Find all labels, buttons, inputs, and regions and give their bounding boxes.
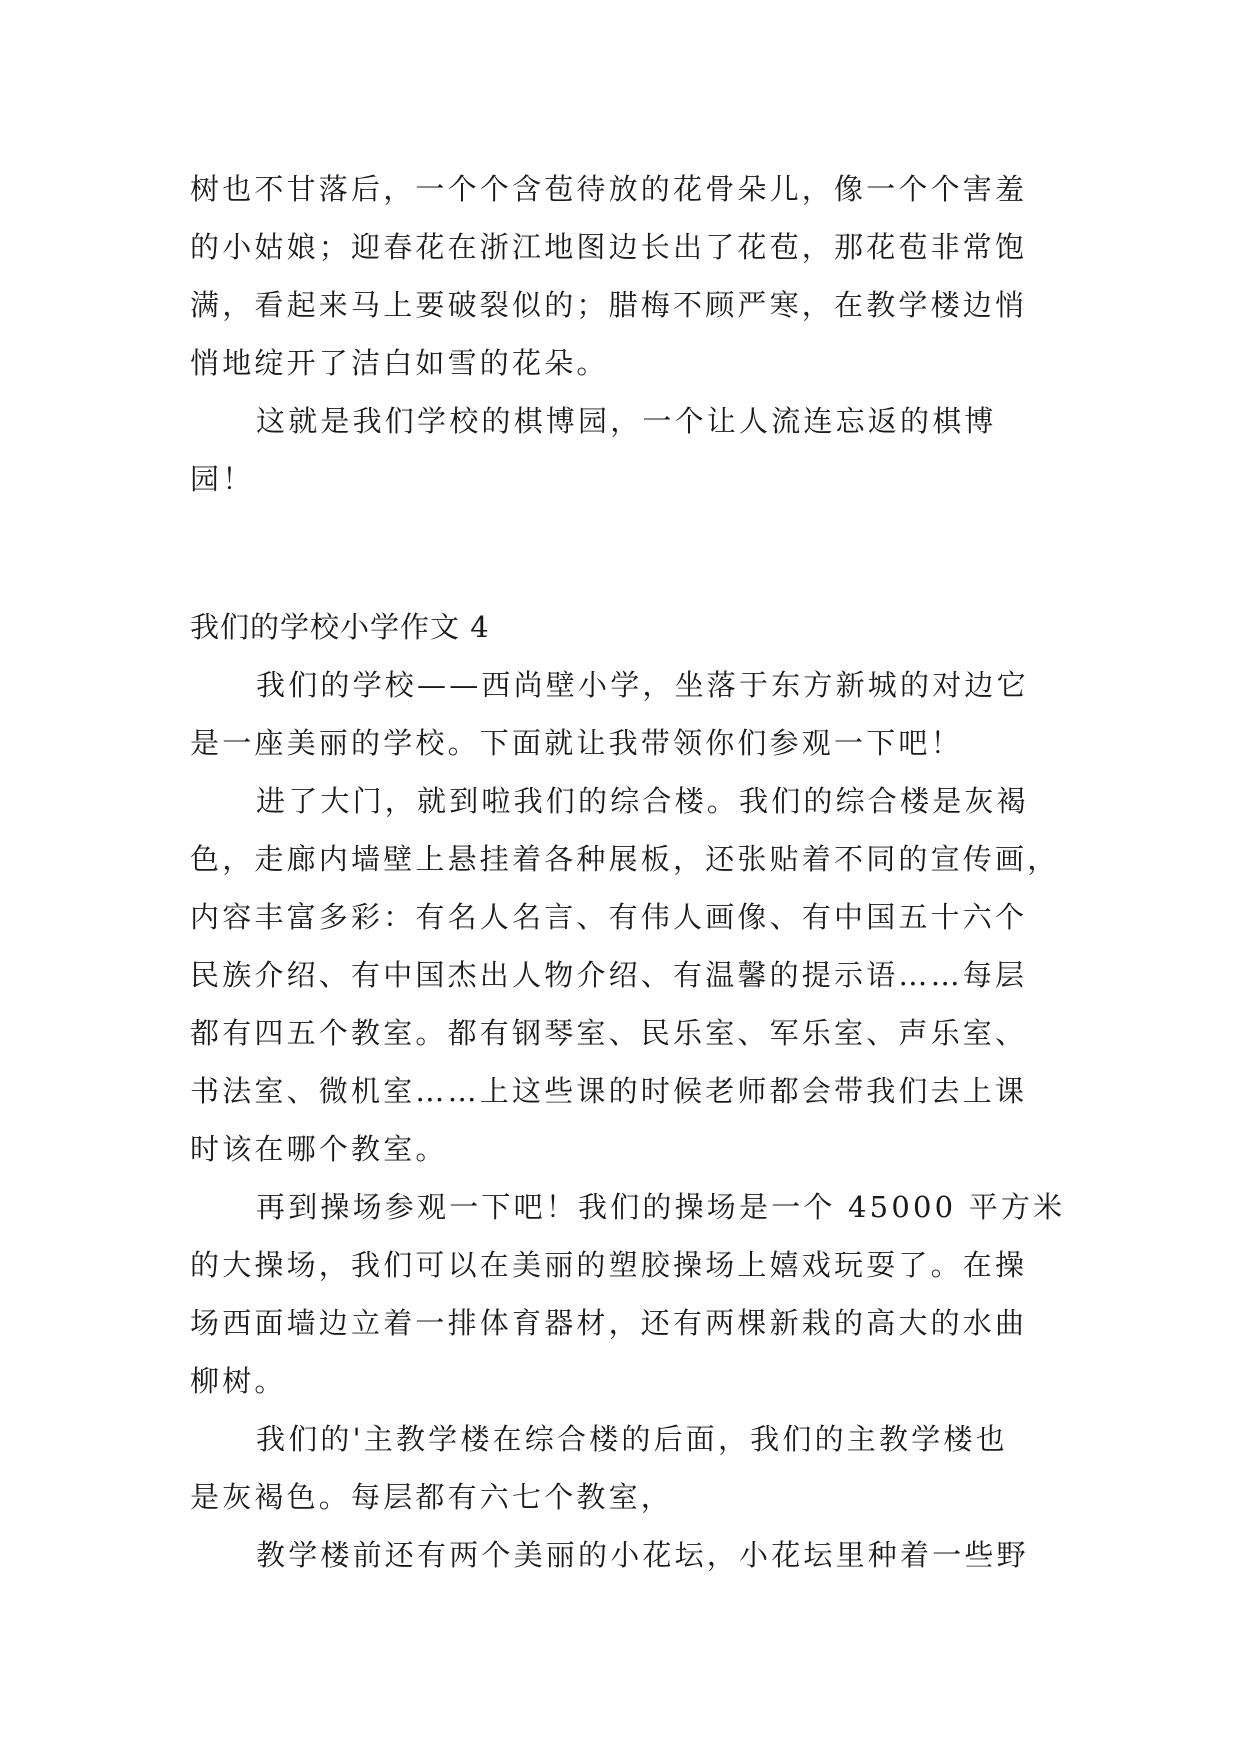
text-line: 教学楼前还有两个美丽的小花坛，小花坛里种着一些野 — [256, 1538, 1029, 1572]
paragraph — [190, 656, 1050, 772]
text-line: 进了大门，就到啦我们的综合楼。我们的综合楼是灰褐 — [256, 784, 1029, 818]
paragraph — [190, 1526, 1050, 1584]
text-line: 这就是我们学校的棋博园，一个让人流连忘返的棋博 — [256, 404, 997, 438]
text-line: 的小姑娘；迎春花在浙江地图边长出了花苞，那花苞非常饱 — [190, 230, 1028, 264]
paragraph — [190, 392, 1050, 508]
section-gap — [190, 508, 1050, 598]
text-line: 场西面墙边立着一排体育器材，还有两棵新栽的高大的水曲 — [190, 1306, 1028, 1340]
text-line: 内容丰富多彩：有名人名言、有伟人画像、有中国五十六个 — [190, 900, 1028, 934]
section-heading: 我们的学校小学作文 4 — [190, 610, 490, 644]
text-line: 时该在哪个教室。 — [190, 1132, 448, 1166]
paragraph — [190, 772, 1060, 1178]
text-line: 色，走廊内墙壁上悬挂着各种展板，还张贴着不同的宣传画， — [190, 842, 1060, 876]
text-line: 民族介绍、有中国杰出人物介绍、有温馨的提示语……每层 — [190, 958, 1028, 992]
text-line: 园！ — [190, 462, 255, 496]
text-line: 书法室、微机室……上这些课的时候老师都会带我们去上课 — [190, 1074, 1028, 1108]
document-body — [190, 160, 1066, 1584]
text-line: 我们的学校——西尚壁小学，坐落于东方新城的对边它 — [256, 668, 1029, 702]
text-line: 树也不甘落后，一个个含苞待放的花骨朵儿，像一个个害羞 — [190, 172, 1028, 206]
text-line: 的大操场，我们可以在美丽的塑胶操场上嬉戏玩耍了。在操 — [190, 1248, 1028, 1282]
text-line: 再到操场参观一下吧！我们的操场是一个 45000 平方米 — [256, 1190, 1066, 1224]
text-line: 都有四五个教室。都有钢琴室、民乐室、军乐室、声乐室、 — [190, 1016, 1028, 1050]
paragraph — [190, 160, 1050, 392]
text-line: 是灰褐色。每层都有六七个教室， — [190, 1480, 674, 1514]
text-line: 柳树。 — [190, 1364, 287, 1398]
paragraph — [190, 1410, 1050, 1526]
text-line: 是一座美丽的学校。下面就让我带领你们参观一下吧！ — [190, 726, 963, 760]
text-line: 满，看起来马上要破裂似的；腊梅不顾严寒，在教学楼边悄 — [190, 288, 1028, 322]
text-line: 我们的'主教学楼在综合楼的后面，我们的主教学楼也 — [256, 1422, 1008, 1456]
paragraph — [190, 1178, 1066, 1410]
text-line: 悄地绽开了洁白如雪的花朵。 — [190, 346, 609, 380]
